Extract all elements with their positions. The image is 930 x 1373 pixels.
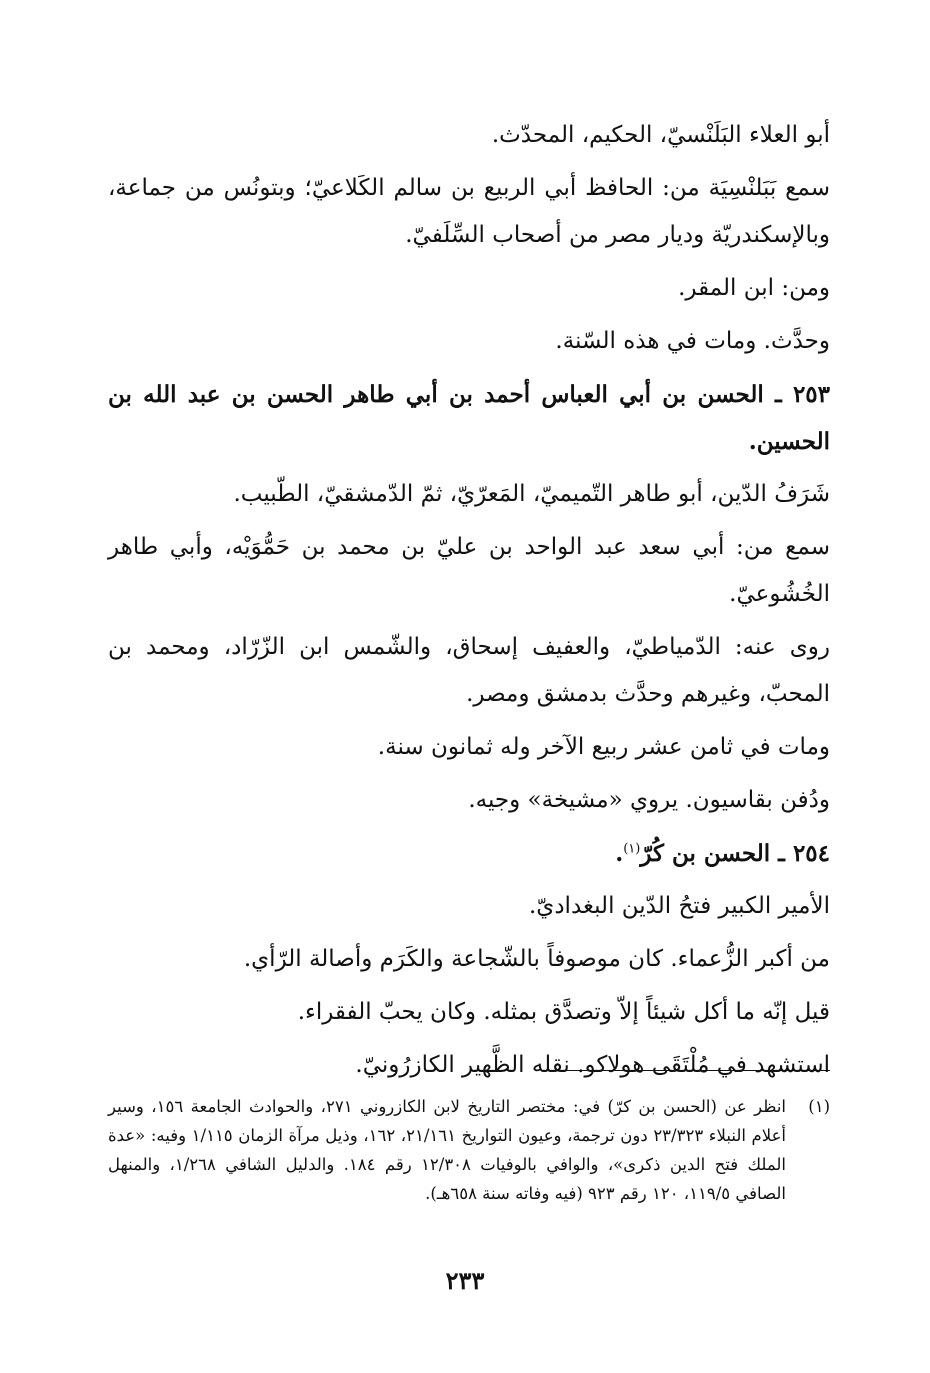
paragraph-9: ومات في ثامن عشر ربيع الآخر وله ثمانون سنة.	[377, 734, 830, 760]
footnote-1	[108, 1092, 830, 1208]
footnote-text: انظر عن (الحسن بن كرّ) في: مختصر التاريخ لابن الكازروني ٢٧١، والحوادث الجامعة ١٥٦، وسير أعلام النبلاء ٢٣/٣٢٣ دون ترجمة، وعيون التواريخ ٢١/١٦١، ١٦٢، وذيل مرآة الزمان ١/١١٥ وفيه: «عدة الملك فتح الدين ذكرى»، والوافي بالوفيات ١٢/٣٠٨ رقم ١٨٤. والدليل الشافي ١/٢٦٨، والمنهل الصافي ١١٩/٥، ١٢٠ رقم ٩٢٣ (فيه وفاته سنة ٦٥٨هـ).	[108, 1097, 787, 1203]
paragraph-4: وحدَّث. ومات في هذه السّنة.	[555, 328, 830, 354]
paragraph-13: من أكبر الزُّعماء. كان موصوفاً بالشّجاعة والكَرَم وأصالة الرّأي.	[243, 946, 830, 972]
paragraph-15: استشهد في مُلْتَقَى هولاكو. نقله الظَّهير الكازرُونيّ.	[355, 1052, 830, 1078]
paragraph-2: سمع بَبَلنْسِيَة من: الحافظ أبي الربيع بن سالم الكَلاعيّ؛ وبتونُس من جماعة، وبالإسكندريّة وديار مصر من أصحاب السِّلَفيّ.	[108, 175, 830, 248]
paragraph-1: أبو العلاء البَلَنْسيّ، الحكيم، المحدّث.	[491, 122, 830, 148]
paragraph-3: ومن: ابن المقر.	[678, 275, 830, 301]
footnote-divider	[545, 1070, 830, 1071]
entry-254-title: ٢٥٤ ـ الحسن بن كُرّ	[640, 840, 830, 867]
footnote-reference: (١)	[623, 841, 641, 857]
footnotes	[108, 1092, 830, 1208]
footnote-number: (١)	[808, 1097, 830, 1116]
paragraph-10: ودُفن بقاسيون. يروي «مشيخة» وجيه.	[468, 787, 830, 813]
entry-254-period: .	[615, 840, 624, 867]
paragraph-12: الأمير الكبير فتحُ الدّين البغداديّ.	[529, 893, 830, 919]
entry-253-heading: ٢٥٣ ـ الحسن بن أبي العباس أحمد بن أبي طاهر الحسن بن عبد الله بن الحسين.	[108, 381, 830, 455]
paragraph-7: سمع من: أبي سعد عبد الواحد بن عليّ بن محمد بن حَمُّوَيْه، وأبي طاهر الخُشُوعيّ.	[108, 534, 830, 607]
page-number: ٢٣٣	[445, 1266, 485, 1295]
paragraph-6: شَرَفُ الدّين، أبو طاهر التّميميّ، المَعرّيّ، ثمّ الدّمشقيّ، الطّبيب.	[233, 481, 830, 507]
entry-254-heading	[108, 830, 830, 877]
paragraph-8: روى عنه: الدّمياطيّ، والعفيف إسحاق، والشّمس ابن الزّرّاد، ومحمد بن المحبّ، وغيرهم وحدَّث بدمشق ومصر.	[108, 634, 830, 707]
paragraph-14: قيل إنّه ما أكل شيئاً إلاّ وتصدَّق بمثله. وكان يحبّ الفقراء.	[297, 999, 830, 1025]
main-text	[108, 112, 830, 1095]
